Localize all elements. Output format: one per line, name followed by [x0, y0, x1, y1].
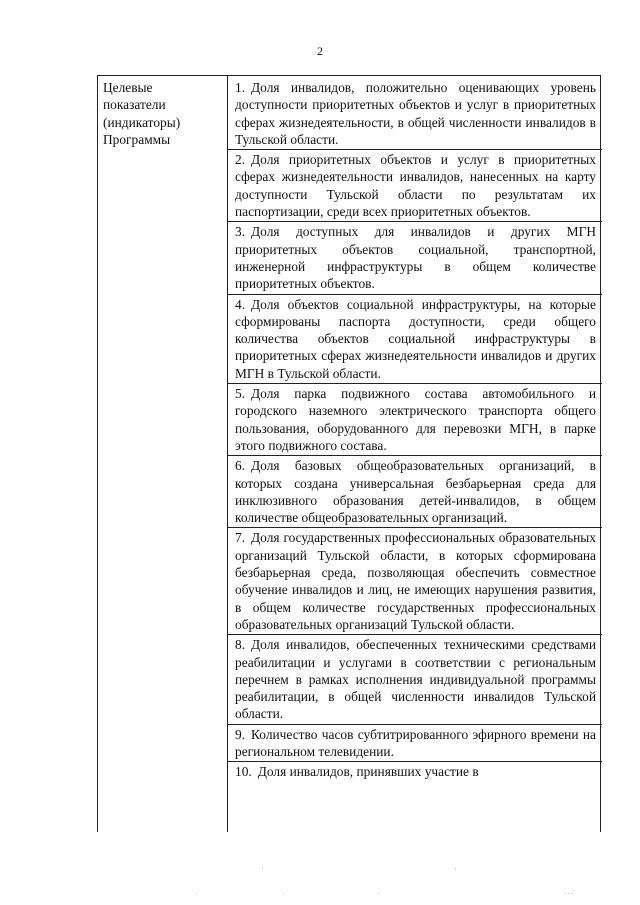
row-header-line: Целевые [103, 80, 153, 95]
indicator-text: Доля инвалидов, принявших участие в [257, 764, 479, 780]
indicator-item [227, 724, 602, 761]
indicator-number: 2. [235, 152, 246, 168]
indicator-text: Доля инвалидов, обеспеченных техническими средствами реабилитации и услугами в соответствии с региональным перечнем в рамках исполнения индивидуальной программы реабилитации, в общей численности инвалидов Тульской области. [235, 637, 596, 722]
row-header-cell [103, 79, 221, 148]
indicator-item [227, 294, 602, 382]
row-header-line: Программы [103, 131, 171, 147]
indicator-text: Доля инвалидов, положительно оценивающих уровень доступности приоритетных объектов и услуг в приоритетных сферах жизнедеятельности, в общей численности инвалидов в Тульской области. [235, 80, 596, 147]
indicator-text: Доля государственных профессиональных образовательных организаций Тульской области, в которых сформирована безбарьерная среда, позволяющая обеспечить совместное обучение инвалидов и лиц, не имеющих нарушения развития, в общем количестве государственных профессиональных образовательных организаций Тульской области. [235, 530, 596, 632]
indicator-number: 4. [235, 296, 246, 312]
row-header-line: показатели [103, 97, 166, 113]
indicator-item [227, 383, 602, 454]
indicator-item [227, 149, 602, 220]
indicator-number: 7. [235, 530, 246, 546]
indicator-number: 9. [235, 726, 246, 742]
indicator-number: 3. [235, 224, 246, 240]
indicator-item [227, 634, 602, 722]
indicators-list [235, 79, 596, 781]
indicator-item [227, 455, 602, 526]
program-indicators-table [97, 75, 601, 832]
indicator-number: 1. [235, 80, 246, 95]
indicator-item [235, 79, 596, 148]
indicator-number: 6. [235, 458, 246, 474]
indicator-number: 8. [235, 637, 246, 653]
indicator-item [227, 761, 602, 780]
indicator-text: Количество часов субтитрированного эфирного времени на региональном телевидении. [235, 726, 596, 759]
row-header-line: (индикаторы) [103, 114, 181, 130]
indicator-number: 5. [235, 386, 246, 402]
indicator-text: Доля парка подвижного состава автомобильного и городского наземного электрического транспорта общего пользования, оборудованного для перевозки МГН, в парке этого подвижного состава. [235, 386, 596, 453]
page-number: 2 [317, 44, 323, 58]
indicator-number: 10. [235, 764, 252, 780]
indicator-item [227, 527, 602, 633]
indicator-text: Доля доступных для инвалидов и других МГН приоритетных объектов социальной, транспортной, инженерной инфраструктуры в общем количестве приоритетных объектов. [235, 224, 596, 292]
indicator-text: Доля объектов социальной инфраструктуры, на которые сформированы паспорта доступности, среди общего количества объектов социальной инфраструктуры в приоритетных сферах жизнедеятельности инвалидов и других МГН в Тульской области. [235, 296, 596, 381]
indicator-item [227, 221, 602, 292]
indicator-text: Доля базовых общеобразовательных организаций, в которых создана универсальная безбарьерная среда для инклюзивного образования детей-инвалидов, в общем количестве общеобразовательных организаций. [235, 458, 596, 526]
indicator-text: Доля приоритетных объектов и услуг в приоритетных сферах жизнедеятельности инвалидов, нанесенных на карту доступности Тульской области по результатам их паспортизации, среди всех приоритетных объектов. [235, 152, 596, 220]
